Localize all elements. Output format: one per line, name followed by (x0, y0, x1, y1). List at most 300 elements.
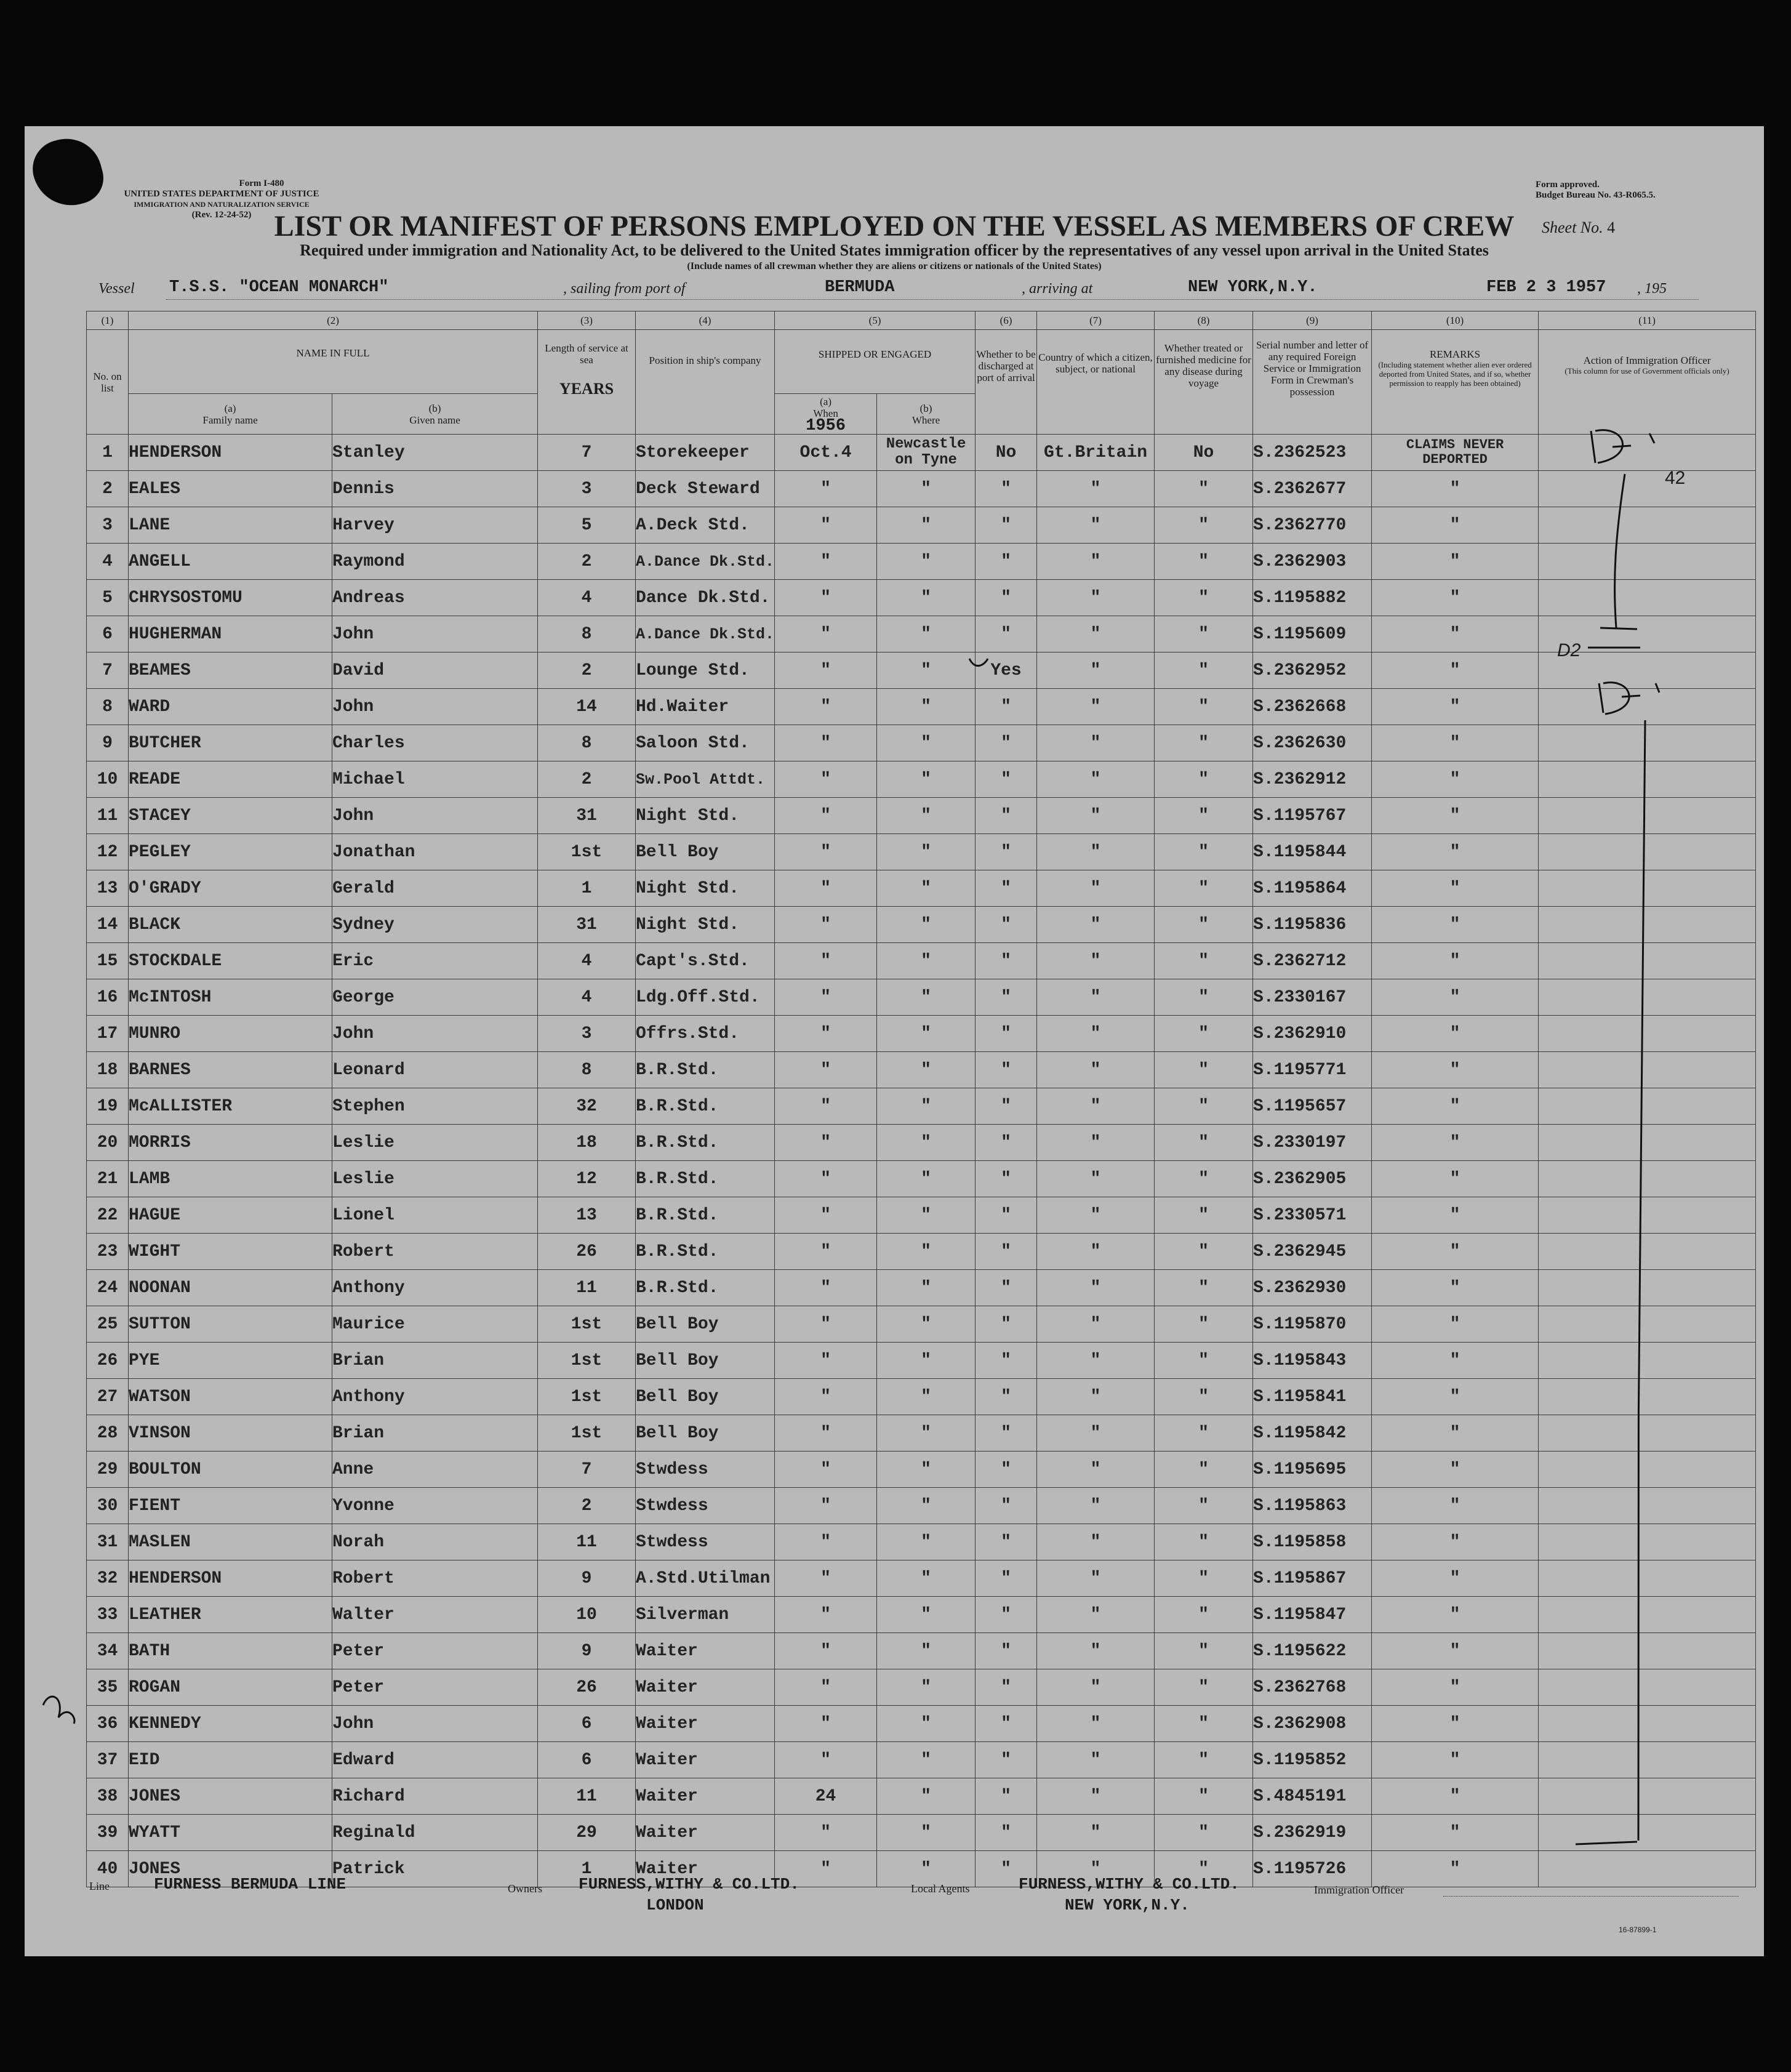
remarks: " (1372, 507, 1539, 544)
given-name: Robert (332, 1234, 538, 1270)
position: Waiter (636, 1815, 775, 1851)
treated: " (1155, 616, 1253, 653)
serial-number: S.1195867 (1253, 1560, 1372, 1597)
serial-number: S.1195836 (1253, 907, 1372, 943)
serial-number: S.2362952 (1253, 653, 1372, 689)
position: Waiter (636, 1851, 775, 1887)
discharged: " (976, 1088, 1037, 1125)
given-name: Leonard (332, 1052, 538, 1088)
shipped-where: " (877, 1815, 976, 1851)
shipped-when: " (775, 1197, 877, 1234)
given-name: Robert (332, 1560, 538, 1597)
years-service: 26 (538, 1669, 636, 1706)
position: Waiter (636, 1633, 775, 1669)
pen-margin-scribble (43, 1697, 74, 1724)
country: " (1037, 1306, 1155, 1343)
discharged: " (976, 1524, 1037, 1560)
given-name: Patrick (332, 1851, 538, 1887)
country: " (1037, 1524, 1155, 1560)
treated: " (1155, 907, 1253, 943)
header-treated: Whether treated or furnished medicine for any disease during voyage (1155, 330, 1253, 435)
given-name: Stanley (332, 435, 538, 471)
country: " (1037, 979, 1155, 1016)
serial-number: S.2362912 (1253, 761, 1372, 798)
given-name: George (332, 979, 538, 1016)
years-service: 7 (538, 1452, 636, 1488)
remarks: " (1372, 616, 1539, 653)
family-name: HENDERSON (129, 435, 332, 471)
given-name: Maurice (332, 1306, 538, 1343)
discharged: " (976, 1415, 1037, 1452)
discharged: " (976, 544, 1037, 580)
treated: " (1155, 1161, 1253, 1197)
years-service: 8 (538, 1052, 636, 1088)
family-name: LEATHER (129, 1597, 332, 1633)
shipped-when: " (775, 1343, 877, 1379)
discharged: Yes (976, 653, 1037, 689)
family-name: LANE (129, 507, 332, 544)
country: " (1037, 1016, 1155, 1052)
remarks: " (1372, 725, 1539, 761)
shipped-when: " (775, 1379, 877, 1415)
serial-number: S.2330197 (1253, 1125, 1372, 1161)
country: " (1037, 1669, 1155, 1706)
treated: " (1155, 1415, 1253, 1452)
years-service: 1st (538, 834, 636, 870)
discharged: " (976, 616, 1037, 653)
shipped-where: " (877, 1706, 976, 1742)
row-number: 25 (87, 1306, 129, 1343)
years-service: 9 (538, 1560, 636, 1597)
years-service: 18 (538, 1125, 636, 1161)
shipped-where: " (877, 1597, 976, 1633)
header-country: Country of which a citizen, subject, or national (1037, 330, 1155, 435)
serial-number: S.1195657 (1253, 1088, 1372, 1125)
form-code: 16-87899-1 (1619, 1925, 1657, 1934)
remarks: " (1372, 943, 1539, 979)
family-name: HUGHERMAN (129, 616, 332, 653)
serial-number: S.2362903 (1253, 544, 1372, 580)
row-number: 28 (87, 1415, 129, 1452)
shipped-when: " (775, 1706, 877, 1742)
include-note: (Include names of all crewman whether they are aliens or citizens or nationals of the United States) (687, 261, 1102, 271)
family-name: CHRYSOSTOMU (129, 580, 332, 616)
position: Stwdess (636, 1488, 775, 1524)
country: " (1037, 653, 1155, 689)
shipped-where: " (877, 616, 976, 653)
shipped-where: " (877, 979, 976, 1016)
country: " (1037, 1452, 1155, 1488)
row-number: 39 (87, 1815, 129, 1851)
shipped-when: " (775, 471, 877, 507)
serial-number: S.1195882 (1253, 580, 1372, 616)
treated: " (1155, 1197, 1253, 1234)
row-number: 33 (87, 1597, 129, 1633)
country: " (1037, 1379, 1155, 1415)
shipped-where: " (877, 1125, 976, 1161)
family-name: MASLEN (129, 1524, 332, 1560)
country: " (1037, 761, 1155, 798)
country: " (1037, 1052, 1155, 1088)
header-serial: Serial number and letter of any required Foreign Service or Immigration Form in Crewman's possession (1253, 330, 1372, 435)
discharged: " (976, 1234, 1037, 1270)
given-name: Yvonne (332, 1488, 538, 1524)
col2-number: (2) (129, 311, 538, 330)
row-number: 31 (87, 1524, 129, 1560)
years-service: 7 (538, 435, 636, 471)
years-service: 1 (538, 1851, 636, 1887)
shipped-where: " (877, 1524, 976, 1560)
given-name: John (332, 1016, 538, 1052)
family-name: LAMB (129, 1161, 332, 1197)
years-service: 1st (538, 1343, 636, 1379)
discharged: " (976, 1706, 1037, 1742)
given-name: Anthony (332, 1379, 538, 1415)
given-name: Brian (332, 1343, 538, 1379)
discharged: " (976, 943, 1037, 979)
remarks: " (1372, 1778, 1539, 1815)
family-name: READE (129, 761, 332, 798)
remarks: " (1372, 1052, 1539, 1088)
pen-mark-row8-tick (1656, 683, 1659, 693)
serial-number: S.2362770 (1253, 507, 1372, 544)
given-name: Anthony (332, 1270, 538, 1306)
position: B.R.Std. (636, 1052, 775, 1088)
pen-mark-d2: D2 (1557, 640, 1581, 661)
family-name: KENNEDY (129, 1706, 332, 1742)
agents-city: NEW YORK,N.Y. (1065, 1896, 1190, 1914)
row-number: 6 (87, 616, 129, 653)
treated: " (1155, 653, 1253, 689)
country: " (1037, 1633, 1155, 1669)
shipped-where: " (877, 1197, 976, 1234)
remarks: " (1372, 1742, 1539, 1778)
given-name: Brian (332, 1415, 538, 1452)
revision: (Rev. 12-24-52) (191, 210, 252, 220)
row-number: 18 (87, 1052, 129, 1088)
discharged: " (976, 761, 1037, 798)
treated: " (1155, 1669, 1253, 1706)
shipped-when: " (775, 798, 877, 834)
given-name: Peter (332, 1633, 538, 1669)
pen-bracket-foot (1576, 1842, 1637, 1844)
years-service: 13 (538, 1197, 636, 1234)
given-name: Reginald (332, 1815, 538, 1851)
serial-number: S.1195858 (1253, 1524, 1372, 1560)
row-number: 34 (87, 1633, 129, 1669)
given-name: John (332, 689, 538, 725)
serial-number: S.2362919 (1253, 1815, 1372, 1851)
treated: " (1155, 979, 1253, 1016)
department: UNITED STATES DEPARTMENT OF JUSTICE (124, 189, 319, 199)
shipped-where: " (877, 1379, 976, 1415)
treated: " (1155, 725, 1253, 761)
serial-number: S.2362905 (1253, 1161, 1372, 1197)
given-name: Andreas (332, 580, 538, 616)
shipped-when: " (775, 1815, 877, 1851)
given-name: Jonathan (332, 834, 538, 870)
remarks: " (1372, 1197, 1539, 1234)
discharged: " (976, 1125, 1037, 1161)
family-name: VINSON (129, 1415, 332, 1452)
years-service: 11 (538, 1778, 636, 1815)
shipped-when: Oct.4 (775, 435, 877, 471)
row-number: 17 (87, 1016, 129, 1052)
shipped-where: " (877, 1270, 976, 1306)
position: Ldg.Off.Std. (636, 979, 775, 1016)
discharged: " (976, 1016, 1037, 1052)
remarks: CLAIMS NEVER DEPORTED (1372, 435, 1539, 471)
sheet-label: Sheet No. (1542, 219, 1603, 236)
treated: " (1155, 1088, 1253, 1125)
remarks: " (1372, 979, 1539, 1016)
treated: " (1155, 761, 1253, 798)
years-service: 11 (538, 1524, 636, 1560)
position: A.Dance Dk.Std. (636, 616, 775, 653)
serial-number: S.1195870 (1253, 1306, 1372, 1343)
treated: " (1155, 1343, 1253, 1379)
serial-number: S.2362910 (1253, 1016, 1372, 1052)
shipped-when: " (775, 1560, 877, 1597)
treated: " (1155, 1815, 1253, 1851)
position: Night Std. (636, 907, 775, 943)
shipped-where: " (877, 870, 976, 907)
row-number: 35 (87, 1669, 129, 1706)
given-name: Gerald (332, 870, 538, 907)
shipped-where: " (877, 544, 976, 580)
shipped-when: " (775, 907, 877, 943)
shipped-where: " (877, 653, 976, 689)
discharged: " (976, 798, 1037, 834)
shipped-when: " (775, 1270, 877, 1306)
years-service: 1st (538, 1415, 636, 1452)
serial-number: S.2330571 (1253, 1197, 1372, 1234)
header-when-year: 1956 (806, 417, 846, 435)
shipped-when: " (775, 1234, 877, 1270)
family-name: ROGAN (129, 1669, 332, 1706)
row-number: 19 (87, 1088, 129, 1125)
treated: " (1155, 943, 1253, 979)
row-number: 10 (87, 761, 129, 798)
header-remarks-label: REMARKS (1429, 348, 1481, 360)
remarks: " (1372, 1524, 1539, 1560)
treated: " (1155, 1778, 1253, 1815)
vessel-label: Vessel (98, 281, 135, 297)
years-service: 6 (538, 1706, 636, 1742)
row-number: 1 (87, 435, 129, 471)
row-number: 37 (87, 1742, 129, 1778)
family-name: NOONAN (129, 1270, 332, 1306)
shipped-when: " (775, 1016, 877, 1052)
country: " (1037, 834, 1155, 870)
position: Lounge Std. (636, 653, 775, 689)
col3-number: (3) (538, 311, 636, 330)
shipped-when: " (775, 943, 877, 979)
position: A.Dance Dk.Std. (636, 544, 775, 580)
family-name: JONES (129, 1851, 332, 1887)
country: " (1037, 471, 1155, 507)
years-service: 14 (538, 689, 636, 725)
shipped-when: " (775, 1125, 877, 1161)
shipped-where: " (877, 1306, 976, 1343)
country: " (1037, 1415, 1155, 1452)
position: Waiter (636, 1706, 775, 1742)
shipped-where: " (877, 725, 976, 761)
discharged: " (976, 1052, 1037, 1088)
serial-number: S.1195695 (1253, 1452, 1372, 1488)
serial-number: S.2362945 (1253, 1234, 1372, 1270)
family-name: PYE (129, 1343, 332, 1379)
remarks: " (1372, 1851, 1539, 1887)
col6-number: (6) (976, 311, 1037, 330)
treated: " (1155, 580, 1253, 616)
discharged: " (976, 1161, 1037, 1197)
treated: " (1155, 1379, 1253, 1415)
country: " (1037, 1560, 1155, 1597)
serial-number: S.2362712 (1253, 943, 1372, 979)
agents-value: FURNESS,WITHY & CO.LTD. (1019, 1875, 1240, 1893)
treated: " (1155, 507, 1253, 544)
row-number: 40 (87, 1851, 129, 1887)
arriving-label: , arriving at (1022, 281, 1093, 297)
row-number: 7 (87, 653, 129, 689)
sailing-label: , sailing from port of (563, 281, 686, 297)
col9-number: (9) (1253, 311, 1372, 330)
years-service: 4 (538, 979, 636, 1016)
given-name: Raymond (332, 544, 538, 580)
remarks: " (1372, 1415, 1539, 1452)
shipped-where: " (877, 1234, 976, 1270)
pen-yes-mark (969, 659, 988, 666)
family-name: STACEY (129, 798, 332, 834)
given-name: Michael (332, 761, 538, 798)
serial-number: S.1195726 (1253, 1851, 1372, 1887)
row-number: 3 (87, 507, 129, 544)
years-service: 8 (538, 616, 636, 653)
row-number: 20 (87, 1125, 129, 1161)
serial-number: S.2362930 (1253, 1270, 1372, 1306)
shipped-when: " (775, 1415, 877, 1452)
given-name: Stephen (332, 1088, 538, 1125)
years-service: 2 (538, 1488, 636, 1524)
country: " (1037, 1742, 1155, 1778)
country: " (1037, 1778, 1155, 1815)
treated: " (1155, 798, 1253, 834)
vessel-name: T.S.S. "OCEAN MONARCH" (169, 278, 389, 297)
remarks: " (1372, 1125, 1539, 1161)
serial-number: S.1195847 (1253, 1597, 1372, 1633)
family-name: WATSON (129, 1379, 332, 1415)
family-name: BLACK (129, 907, 332, 943)
shipped-when: " (775, 761, 877, 798)
remarks: " (1372, 580, 1539, 616)
shipped-when: " (775, 725, 877, 761)
shipped-where: " (877, 1778, 976, 1815)
header-no-on-list: No. on list (87, 330, 129, 435)
given-name: Eric (332, 943, 538, 979)
remarks: " (1372, 1706, 1539, 1742)
country: " (1037, 1815, 1155, 1851)
shipped-when: " (775, 689, 877, 725)
header-given-name: (b) Given name (332, 394, 538, 435)
shipped-when: " (775, 544, 877, 580)
shipped-where: " (877, 689, 976, 725)
shipped-when: 24 (775, 1778, 877, 1815)
country: " (1037, 507, 1155, 544)
shipped-when: " (775, 1851, 877, 1887)
discharged: " (976, 1270, 1037, 1306)
shipped-where: " (877, 943, 976, 979)
row-number: 29 (87, 1452, 129, 1488)
shipped-when: " (775, 616, 877, 653)
row-number: 8 (87, 689, 129, 725)
form-approved: Form approved. (1536, 180, 1600, 190)
given-name: Dennis (332, 471, 538, 507)
treated: " (1155, 1052, 1253, 1088)
discharged: " (976, 580, 1037, 616)
shipped-where: " (877, 1452, 976, 1488)
remarks: " (1372, 834, 1539, 870)
position: Bell Boy (636, 1343, 775, 1379)
family-name: ANGELL (129, 544, 332, 580)
remarks: " (1372, 1560, 1539, 1597)
shipped-when: " (775, 580, 877, 616)
remarks: " (1372, 1088, 1539, 1125)
arrival-date: FEB 2 3 1957 (1486, 278, 1606, 297)
given-name: Norah (332, 1524, 538, 1560)
given-name: David (332, 653, 538, 689)
serial-number: S.1195844 (1253, 834, 1372, 870)
row-number: 13 (87, 870, 129, 907)
remarks: " (1372, 1815, 1539, 1851)
agents-label: Local Agents (911, 1882, 970, 1895)
header-position: Position in ship's company (636, 330, 775, 435)
family-name: MUNRO (129, 1016, 332, 1052)
row-number: 2 (87, 471, 129, 507)
serial-number: S.2362630 (1253, 725, 1372, 761)
treated: " (1155, 1452, 1253, 1488)
treated: " (1155, 1488, 1253, 1524)
serial-number: S.1195771 (1253, 1052, 1372, 1088)
shipped-where: " (877, 471, 976, 507)
row-number: 14 (87, 907, 129, 943)
discharged: " (976, 1742, 1037, 1778)
col10-number: (10) (1372, 311, 1539, 330)
treated: " (1155, 689, 1253, 725)
shipped-where: " (877, 798, 976, 834)
family-name: MORRIS (129, 1125, 332, 1161)
col4-number: (4) (636, 311, 775, 330)
treated: " (1155, 471, 1253, 507)
family-name: BARNES (129, 1052, 332, 1088)
serial-number: S.1195622 (1253, 1633, 1372, 1669)
given-name: Leslie (332, 1125, 538, 1161)
shipped-when: " (775, 1306, 877, 1343)
remarks: " (1372, 689, 1539, 725)
position: Deck Steward (636, 471, 775, 507)
shipped-when: " (775, 1052, 877, 1088)
row-number: 26 (87, 1343, 129, 1379)
serial-number: S.2362677 (1253, 471, 1372, 507)
position: B.R.Std. (636, 1125, 775, 1161)
remarks: " (1372, 1669, 1539, 1706)
years-service: 2 (538, 761, 636, 798)
treated: " (1155, 1524, 1253, 1560)
given-name: Walter (332, 1597, 538, 1633)
row-number: 11 (87, 798, 129, 834)
years-service: 9 (538, 1633, 636, 1669)
remarks: " (1372, 1597, 1539, 1633)
